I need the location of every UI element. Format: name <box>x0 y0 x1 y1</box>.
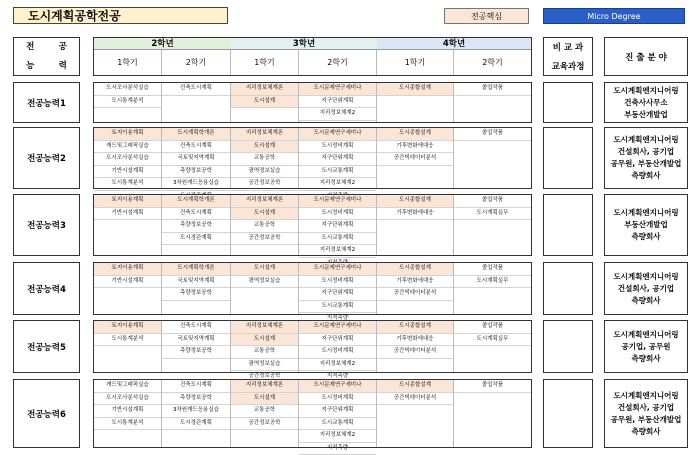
course: 졸업작품 <box>454 83 531 96</box>
course: 지리정보체계2 <box>299 178 376 191</box>
semester-column <box>454 128 531 188</box>
course: 공간정보공학 <box>231 178 298 191</box>
semester-column <box>231 83 299 122</box>
semester-column <box>454 380 531 447</box>
semester-column <box>231 380 299 447</box>
course: 지리정보체계2 <box>299 245 376 258</box>
career-cell <box>604 320 688 373</box>
core-course: 지리정보체계론 <box>231 321 298 334</box>
course: 도시경관계획 <box>162 233 230 246</box>
nonsubject-cell <box>543 82 593 123</box>
course: 지구단위계획 <box>299 288 376 301</box>
course: 기반시설계획 <box>94 405 161 418</box>
semester-column <box>454 321 531 372</box>
semester-column <box>454 263 531 314</box>
nonsubject-cell <box>543 262 593 315</box>
semester-column <box>162 195 231 255</box>
course: 도시통계분석 <box>94 178 161 191</box>
career-line: 건설회사, 공기업 <box>618 402 674 414</box>
competency-label: 전공능력2 <box>13 127 80 189</box>
core-course: 도시종합설계 <box>377 321 453 334</box>
course-row <box>93 82 532 123</box>
course: 도시교통계획 <box>299 166 376 179</box>
core-course: 지리정보체계론 <box>231 128 298 141</box>
semester-column <box>231 128 299 188</box>
course: 도시계획실무 <box>454 208 531 221</box>
header-years <box>93 37 532 76</box>
course: 지구단위계획 <box>299 220 376 233</box>
career-cell <box>604 194 688 256</box>
legend-micro-degree: Micro Degree <box>543 8 685 24</box>
semester-column <box>299 128 377 188</box>
career-line: 건축사사무소 <box>624 97 667 109</box>
course: 공간정보공학 <box>231 418 298 431</box>
semester-column <box>94 195 162 255</box>
semester-header: 2학기 <box>162 50 231 75</box>
course: 지적측량 <box>299 313 376 326</box>
core-course: 도시설계 <box>231 263 298 276</box>
core-course: 도시종합설계 <box>377 83 453 96</box>
course: 도시조사분석실습 <box>94 83 161 96</box>
course: 공간정보공학 <box>231 371 298 384</box>
course: 지리정보체계2 <box>299 430 376 443</box>
semester-column <box>454 83 531 122</box>
semester-column <box>299 380 377 447</box>
career-cell <box>604 379 688 448</box>
core-course: 토지이용계획 <box>94 321 161 334</box>
course: 졸업작품 <box>454 321 531 334</box>
semester-column <box>231 195 299 255</box>
semester-column <box>162 128 231 188</box>
course-row <box>93 127 532 189</box>
semester-column <box>299 263 377 314</box>
course: 도시교통계획 <box>299 301 376 314</box>
course: 지리정보체계2 <box>299 359 376 372</box>
semester-column <box>377 263 454 314</box>
course: 국토및지역계획 <box>162 276 230 289</box>
career-cell <box>604 262 688 315</box>
core-course: 토지이용계획 <box>94 263 161 276</box>
year-4-header: 4학년 <box>377 38 531 50</box>
course: 교통공학 <box>231 346 298 359</box>
course-row <box>93 262 532 315</box>
semester-column <box>299 83 377 122</box>
competency-label: 전공능력6 <box>13 379 80 448</box>
core-course: 토지이용계획 <box>94 195 161 208</box>
semester-header: 2학기 <box>299 50 377 75</box>
career-line: 측량회사 <box>632 295 661 307</box>
core-course: 도시문제연구세미나 <box>299 380 376 393</box>
core-course: 도시문제연구세미나 <box>299 195 376 208</box>
course: 건축도시계획 <box>162 141 230 154</box>
career-line: 도시계획엔지니어링 <box>613 390 678 402</box>
core-course: 도시설계 <box>231 141 298 154</box>
semester-column <box>231 321 299 372</box>
course: 측량정보공학 <box>162 346 230 359</box>
course: 공간빅데이터분석 <box>377 153 453 166</box>
course: 도시경관계획 <box>162 418 230 431</box>
semester-column <box>299 321 377 372</box>
course: 도시통계분석 <box>94 418 161 431</box>
course: 도시통계분석 <box>94 334 161 347</box>
legend-core: 전공핵심 <box>444 8 529 24</box>
core-course: 도시문제연구세미나 <box>299 83 376 96</box>
career-line: 도시계획엔지니어링 <box>613 134 678 146</box>
header-nonsubject-line: 비 교 과 <box>553 41 584 53</box>
course: 졸업작품 <box>454 195 531 208</box>
core-course: 도시종합설계 <box>377 128 453 141</box>
course: 건축도시계획 <box>162 380 230 393</box>
header-nonsubject-line: 교육과정 <box>552 60 585 72</box>
course: 공간빅데이터분석 <box>377 346 453 359</box>
course: 지적측량 <box>299 371 376 384</box>
career-line: 측량회사 <box>632 353 661 365</box>
career-line: 건설회사, 공기업 <box>618 283 674 295</box>
core-course: 도시계획학개론 <box>162 195 230 208</box>
course: 캐드및그래픽실습 <box>94 141 161 154</box>
header-career-label: 진 출 분 야 <box>625 51 667 63</box>
course: 기반시설계획 <box>94 166 161 179</box>
course: 광역정보실습 <box>231 276 298 289</box>
course: 졸업작품 <box>454 380 531 393</box>
core-course: 토지이용계획 <box>94 128 161 141</box>
nonsubject-cell <box>543 194 593 256</box>
semester-column <box>231 263 299 314</box>
course: 교통공학 <box>231 405 298 418</box>
course-row <box>93 194 532 256</box>
course: 도시정비계획 <box>299 276 376 289</box>
core-course: 도시설계 <box>231 208 298 221</box>
core-course: 도시계획학개론 <box>162 128 230 141</box>
course: 도시통계분석 <box>94 96 161 109</box>
course: 교통공학 <box>231 153 298 166</box>
course: 국토및지역계획 <box>162 334 230 347</box>
course: 도시정비계획 <box>299 346 376 359</box>
course: 졸업작품 <box>454 128 531 141</box>
career-line: 도시계획엔지니어링 <box>613 329 678 341</box>
semester-column <box>377 380 454 447</box>
career-cell <box>604 127 688 189</box>
career-line: 도시계획엔지니어링 <box>613 207 678 219</box>
semester-column <box>377 321 454 372</box>
course-row <box>93 320 532 373</box>
course: 광역정보실습 <box>231 359 298 372</box>
career-line: 공기업, 공무원 <box>622 341 671 353</box>
course: 국토및지역계획 <box>162 153 230 166</box>
course: 지구단위계획 <box>299 153 376 166</box>
course: 지구단위계획 <box>299 405 376 418</box>
header-competency-char: 력 <box>47 57 80 76</box>
career-cell <box>604 82 688 123</box>
semester-header: 2학기 <box>454 50 531 75</box>
core-course: 도시종합설계 <box>377 380 453 393</box>
career-line: 공무원, 부동산개발업 <box>611 414 682 426</box>
semester-column <box>377 195 454 255</box>
course: 도시조사분석실습 <box>94 153 161 166</box>
core-course: 도시종합설계 <box>377 195 453 208</box>
header-competency-char: 능 <box>14 57 47 76</box>
course: 도시계획실무 <box>454 334 531 347</box>
semester-column <box>94 128 162 188</box>
course: 도시정비계획 <box>299 208 376 221</box>
semester-column <box>94 380 162 447</box>
course: 도시조사분석실습 <box>94 393 161 406</box>
semester-column <box>377 128 454 188</box>
course: 도시교통계획 <box>299 233 376 246</box>
course: 지구단위계획 <box>299 96 376 109</box>
page-title: 도시계획공학전공 <box>13 7 228 24</box>
course: 기후변화에대응 <box>377 334 453 347</box>
career-line: 측량회사 <box>632 426 661 438</box>
course: 측량정보공학 <box>162 288 230 301</box>
header-competency <box>13 37 80 76</box>
semester-column <box>94 321 162 372</box>
semester-column <box>162 83 231 122</box>
course: 도시교통계획 <box>299 418 376 431</box>
course: 졸업작품 <box>454 263 531 276</box>
course: 기반시설계획 <box>94 208 161 221</box>
course: 도시정비계획 <box>299 141 376 154</box>
semester-column <box>162 321 231 372</box>
career-line: 부동산개발업 <box>624 219 667 231</box>
core-course: 도시설계 <box>231 334 298 347</box>
course: 건축도시계획 <box>162 208 230 221</box>
course: 측량정보공학 <box>162 393 230 406</box>
semester-column <box>454 195 531 255</box>
course: 3차원캐드응용실습 <box>162 405 230 418</box>
course: 도시정비계획 <box>299 393 376 406</box>
career-line: 건설회사, 공기업 <box>618 146 674 158</box>
nonsubject-cell <box>543 127 593 189</box>
year-3-header: 3학년 <box>231 38 377 50</box>
semester-header: 1학기 <box>377 50 454 75</box>
career-line: 부동산개발업 <box>624 109 667 121</box>
course: 기반시설계획 <box>94 276 161 289</box>
career-line: 측량회사 <box>632 231 661 243</box>
semester-header: 1학기 <box>94 50 162 75</box>
course: 건축도시계획 <box>162 83 230 96</box>
course: 기후변화에대응 <box>377 276 453 289</box>
competency-label: 전공능력4 <box>13 262 80 315</box>
core-course: 도시설계 <box>231 393 298 406</box>
semester-column <box>162 263 231 314</box>
core-course: 지리정보체계론 <box>231 195 298 208</box>
course: 건축도시계획 <box>162 321 230 334</box>
course: 공간빅데이터분석 <box>377 288 453 301</box>
career-line: 도시계획엔지니어링 <box>613 85 678 97</box>
core-course: 도시설계 <box>231 96 298 109</box>
course: 기후변화에대응 <box>377 141 453 154</box>
course: 지구단위계획 <box>299 334 376 347</box>
career-line: 측량회사 <box>632 170 661 182</box>
core-course: 도시문제연구세미나 <box>299 263 376 276</box>
year-2-header: 2학년 <box>94 38 231 50</box>
course: 지리정보체계2 <box>299 108 376 121</box>
course: 측량정보공학 <box>162 166 230 179</box>
semester-column <box>162 380 231 447</box>
course: 캐드및그래픽실습 <box>94 380 161 393</box>
semester-column <box>94 263 162 314</box>
competency-label: 전공능력3 <box>13 194 80 256</box>
semester-header: 1학기 <box>231 50 299 75</box>
core-course: 도시문제연구세미나 <box>299 321 376 334</box>
core-course: 도시종합설계 <box>377 263 453 276</box>
nonsubject-cell <box>543 320 593 373</box>
competency-label: 전공능력5 <box>13 320 80 373</box>
career-line: 공무원, 부동산개발업 <box>611 158 682 170</box>
semester-column <box>299 195 377 255</box>
course: 공간빅데이터분석 <box>377 393 453 406</box>
course: 기후변화에대응 <box>377 208 453 221</box>
career-line: 도시계획엔지니어링 <box>613 271 678 283</box>
header-nonsubject <box>543 37 593 76</box>
nonsubject-cell <box>543 379 593 448</box>
header-career <box>604 37 688 76</box>
semester-column <box>377 83 454 122</box>
core-course: 지리정보체계론 <box>231 83 298 96</box>
core-course: 도시문제연구세미나 <box>299 128 376 141</box>
header-competency-char: 공 <box>47 38 80 57</box>
course-row <box>93 379 532 448</box>
header-competency-char: 전 <box>14 38 47 57</box>
course: 공간정보공학 <box>231 233 298 246</box>
semester-column <box>94 83 162 122</box>
course: 지적측량 <box>299 443 376 455</box>
competency-label: 전공능력1 <box>13 82 80 123</box>
core-course: 지리정보체계론 <box>231 380 298 393</box>
course: 측량정보공학 <box>162 220 230 233</box>
core-course: 도시계획학개론 <box>162 263 230 276</box>
course: 광역정보실습 <box>231 166 298 179</box>
course: 도시계획실무 <box>454 276 531 289</box>
course: 3차원캐드응용실습 <box>162 178 230 191</box>
course: 교통공학 <box>231 220 298 233</box>
